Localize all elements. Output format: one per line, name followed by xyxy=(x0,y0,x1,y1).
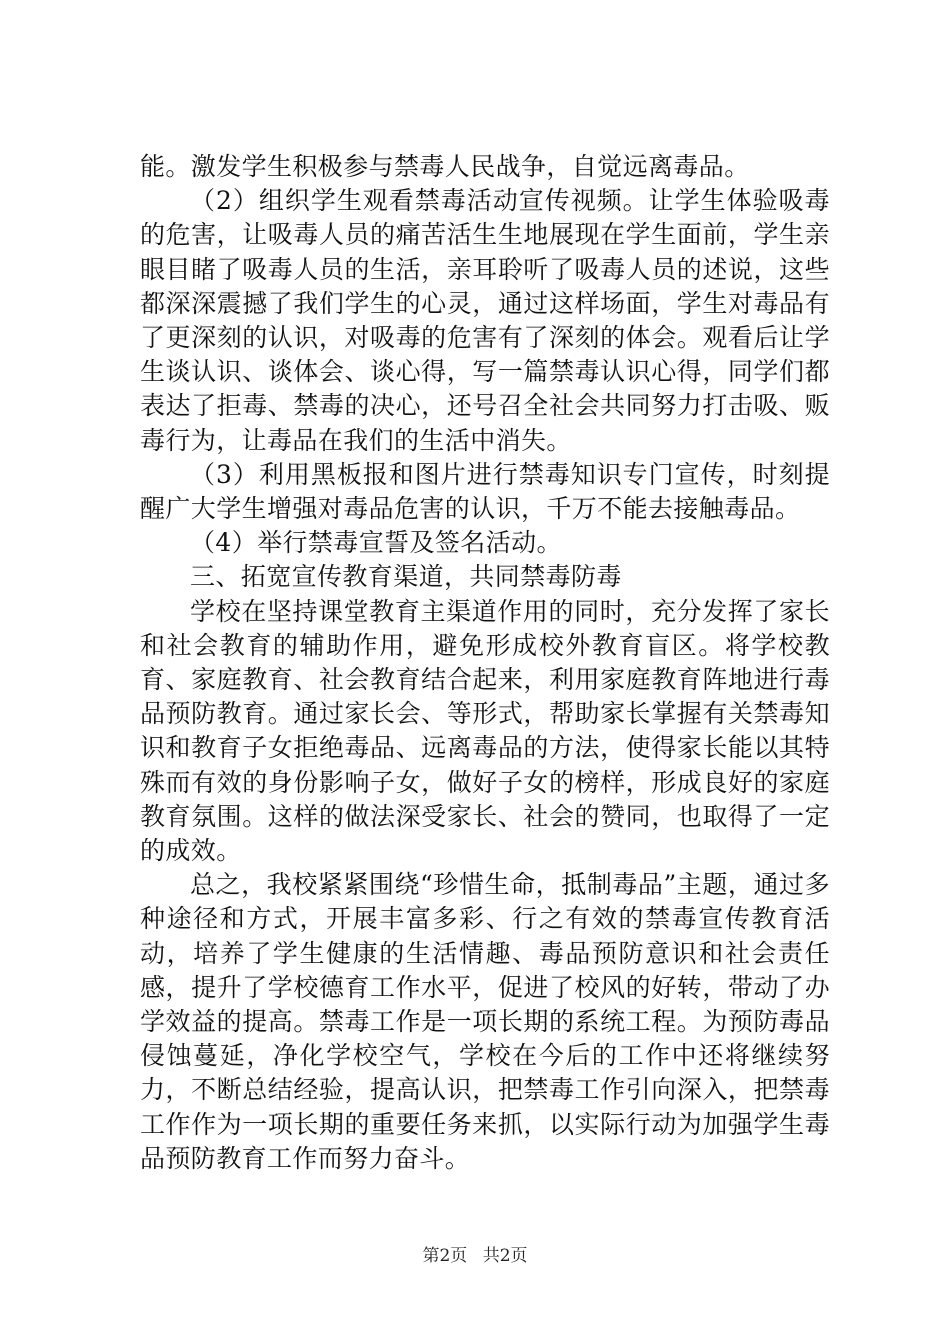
document-body xyxy=(140,150,830,1176)
paragraph-item-3: （3）利用黑板报和图片进行禁毒知识专门宣传，时刻提醒广大学生增强对毒品危害的认识，千万不能去接触毒品。 xyxy=(140,459,830,524)
paragraph-item-4: （4）举行禁毒宣誓及签名活动。 xyxy=(190,528,562,558)
paragraph-conclusion: 总之，我校紧紧围绕“珍惜生命，抵制毒品”主题，通过多种途径和方式，开展丰富多彩、行之有效的禁毒宣传教育活动，培养了学生健康的生活情趣、毒品预防意识和社会责任感，提升了学校德育工作水平，促进了校风的好转，带动了办学效益的提高。禁毒工作是一项长期的系统工程。为预防毒品侵蚀蔓延，净化学校空气，学校在今后的工作中还将继续努力，不断总结经验，提高认识，把禁毒工作引向深入，把禁毒工作作为一项长期的重要任务来抓，以实际行动为加强学生毒品预防教育工作而努力奋斗。 xyxy=(140,870,830,1173)
paragraph-continuation: 能。激发学生积极参与禁毒人民战争，自觉远离毒品。 xyxy=(140,152,750,181)
page-footer xyxy=(0,1241,950,1266)
page-total: 共2页 xyxy=(482,1246,528,1266)
section-heading: 三、拓宽宣传教育渠道，共同禁毒防毒 xyxy=(190,562,622,592)
paragraph-item-2: （2）组织学生观看禁毒活动宣传视频。让学生体验吸毒的危害，让吸毒人员的痛苦活生生地展现在学生面前，学生亲眼目睹了吸毒人员的生活，亲耳聆听了吸毒人员的述说，这些都深深震撼了我们学生的心灵，通过这样场面，学生对毒品有了更深刻的认识，对吸毒的危害有了深刻的体会。观看后让学生谈认识、谈体会、谈心得，写一篇禁毒认识心得，同学们都表达了拒毒、禁毒的决心，还号召全社会共同努力打击吸、贩毒行为，让毒品在我们的生活中消失。 xyxy=(140,186,830,455)
paragraph-family-education: 学校在坚持课堂教育主渠道作用的同时，充分发挥了家长和社会教育的辅助作用，避免形成校外教育盲区。将学校教育、家庭教育、社会教育结合起来，利用家庭教育阵地进行毒品预防教育。通过家长会、等形式，帮助家长掌握有关禁毒知识和教育子女拒绝毒品、远离毒品的方法，使得家长能以其特殊而有效的身份影响子女，做好子女的榜样，形成良好的家庭教育氛围。这样的做法深受家长、社会的赞同，也取得了一定的成效。 xyxy=(140,596,830,866)
page-number: 第2页 xyxy=(422,1246,468,1266)
